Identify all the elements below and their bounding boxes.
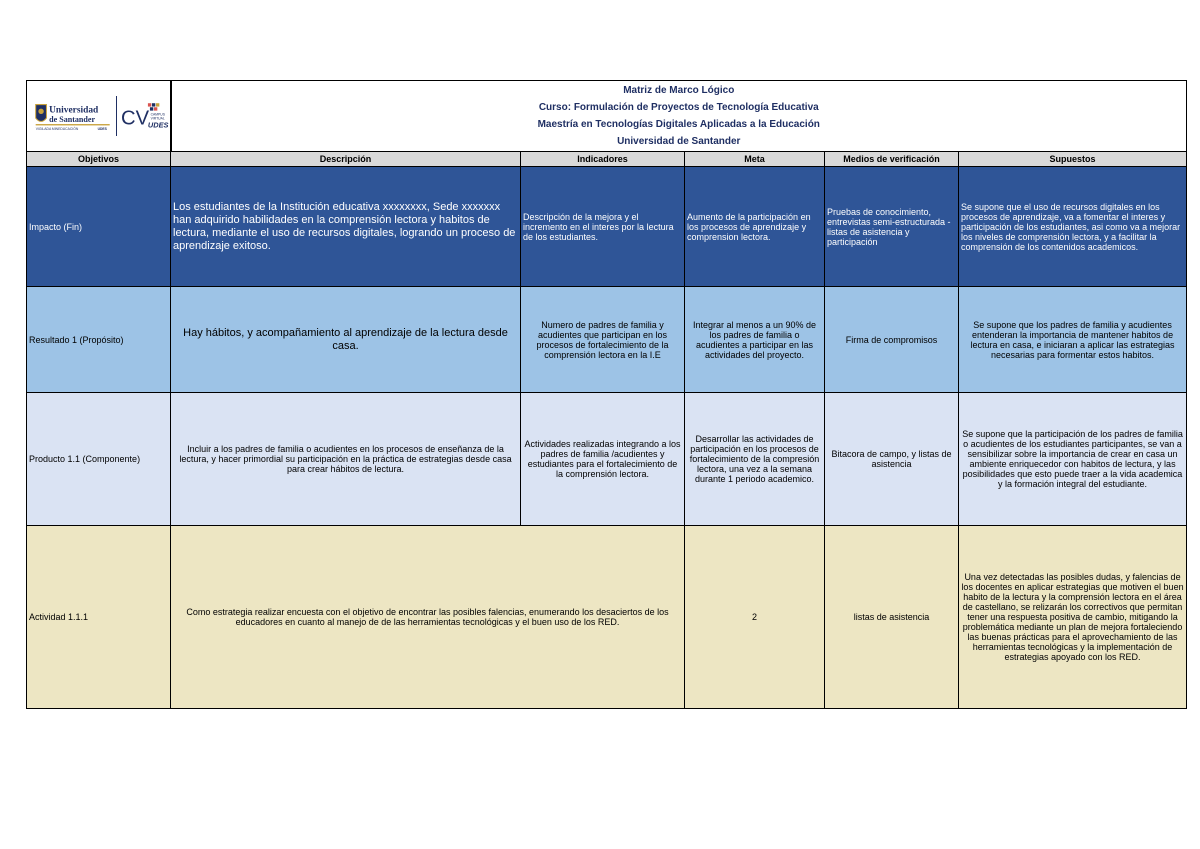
university-title: Universidad de Santander (617, 136, 741, 147)
document-title: Matriz de Marco Lógico (623, 85, 735, 96)
goal-cell: 2 (685, 526, 825, 709)
objective-cell: Producto 1.1 (Componente) (27, 393, 171, 526)
assumptions-cell: Se supone que la participación de los padres de familia o acudientes de los estudiantes participantes, se van a sensibilizar sobre la importancia de crear en casa un ambiente enriquecedor con habitos de lectura, y las posibilidades que esto puede traer a la vida academica y la formación integral del estudiante. (959, 393, 1187, 526)
column-header-goal: Meta (685, 152, 825, 167)
course-title: Curso: Formulación de Proyectos de Tecnología Educativa (538, 102, 819, 113)
logo-cell (27, 81, 171, 152)
column-header-description: Descripción (171, 152, 521, 167)
campus-virtual-logo (121, 93, 169, 139)
goal-cell: Desarrollar las actividades de participación en los procesos de fortalecimiento de la compresión lectora, una vez a la semana durante 1 periodo academico. (685, 393, 825, 526)
column-header-objectives: Objetivos (27, 152, 171, 167)
header-row (27, 81, 1187, 152)
campus-udes: UDES (147, 120, 169, 130)
campus-line2: VIRTUAL (150, 116, 165, 121)
assumptions-cell: Se supone que el uso de recursos digitales en los procesos de aprendizaje, va a fomentar el interes y participación de los estudiantes, asi como va a mejorar los niveles de comprensión lectora, y a facilitar la comprensión de los contenidos academicos. (959, 167, 1187, 287)
verification-cell: listas de asistencia (825, 526, 959, 709)
objective-cell: Actividad 1.1.1 (27, 526, 171, 709)
university-badge: UDES (97, 127, 107, 132)
verification-cell: Bitacora de campo, y listas de asistencia (825, 393, 959, 526)
description-cell: Como estrategia realizar encuesta con el objetivo de encontrar las posibles falencias, enumerando los desaciertos de los educadores en cuanto al manejo de de las herramientas tecnológicas y el buen uso de los RED. (171, 526, 685, 709)
indicators-cell: Numero de padres de familia y acudientes que participan en los procesos de fortalecimiento de la comprensión lectora en la I.E (521, 287, 685, 393)
title-block (171, 81, 1187, 152)
verification-cell: Firma de compromisos (825, 287, 959, 393)
campus-cv-text: CV (121, 107, 150, 130)
description-cell: Incluir a los padres de familia o acudientes en los procesos de enseñanza de la lectura, y hacer primordial su participación en la práctica de estrategias desde casa para crear hábitos de lectura. (171, 393, 521, 526)
assumptions-cell: Una vez detectadas las posibles dudas, y falencias de los docentes en aplicar estrategias que motiven el buen habito de la lectura y la comprensión lectora en el área de castellano, se relizarán los correctivos que permitan tener una respuesta positiva de cambio, mitigando la problemática mediante un plan de mejora fortaleciendo las buenas prácticas para el aprovechamiento de las herramientas tecnológicas y la implementación de estrategias apoyado con los RED. (959, 526, 1187, 709)
university-name-line1: Universidad (49, 105, 99, 116)
column-header-row (27, 152, 1187, 167)
logical-framework-sheet (26, 80, 1186, 709)
column-header-assumptions: Supuestos (959, 152, 1187, 167)
column-header-verification: Medios de verificación (825, 152, 959, 167)
verification-cell: Pruebas de conocimiento, entrevistas semi-estructurada - listas de asistencia y participación (825, 167, 959, 287)
description-cell: Hay hábitos, y acompañamiento al aprendizaje de la lectura desde casa. (171, 287, 521, 393)
program-title: Maestría en Tecnologías Digitales Aplicadas a la Educación (537, 119, 820, 130)
objective-cell: Impacto (Fin) (27, 167, 171, 287)
university-name-line2: de Santander (49, 115, 96, 125)
description-cell: Los estudiantes de la Institución educativa xxxxxxxx, Sede xxxxxxx han adquirido habilidades en la comprensión lectora y habitos de lectura, mediante el uso de recursos digitales, logrando un proceso de aprendizaje exitoso. (171, 167, 521, 287)
column-header-indicators: Indicadores (521, 152, 685, 167)
table-row-impact (27, 167, 1187, 287)
campus-line1: CAMPUS (150, 112, 166, 117)
logos (27, 82, 170, 150)
table-row-result (27, 287, 1187, 393)
university-subtitle: VIGILADA MINEDUCACIÓN (35, 127, 79, 132)
indicators-cell: Descripción de la mejora y el incremento en el interes por la lectura de los estudiantes. (521, 167, 685, 287)
university-logo (33, 93, 112, 139)
assumptions-cell: Se supone que los padres de familia y acudientes entenderan la importancia de mantener habitos de lectura en casa, e iniciaran a aplicar las estrategias necesarias para formentar estos habitos. (959, 287, 1187, 393)
goal-cell: Aumento de la participación en los procesos de aprendizaje y comprension lectora. (685, 167, 825, 287)
indicators-cell: Actividades realizadas integrando a los padres de familia /acudientes y estudiantes para el fortalecimiento de la comprensión lectora. (521, 393, 685, 526)
goal-cell: Integrar al menos a un 90% de los padres de familia o acudientes a participar en las actividades del proyecto. (685, 287, 825, 393)
table-row-product (27, 393, 1187, 526)
table-row-activity (27, 526, 1187, 709)
logo-divider (116, 96, 117, 136)
logical-framework-table (26, 80, 1187, 709)
objective-cell: Resultado 1 (Propósito) (27, 287, 171, 393)
